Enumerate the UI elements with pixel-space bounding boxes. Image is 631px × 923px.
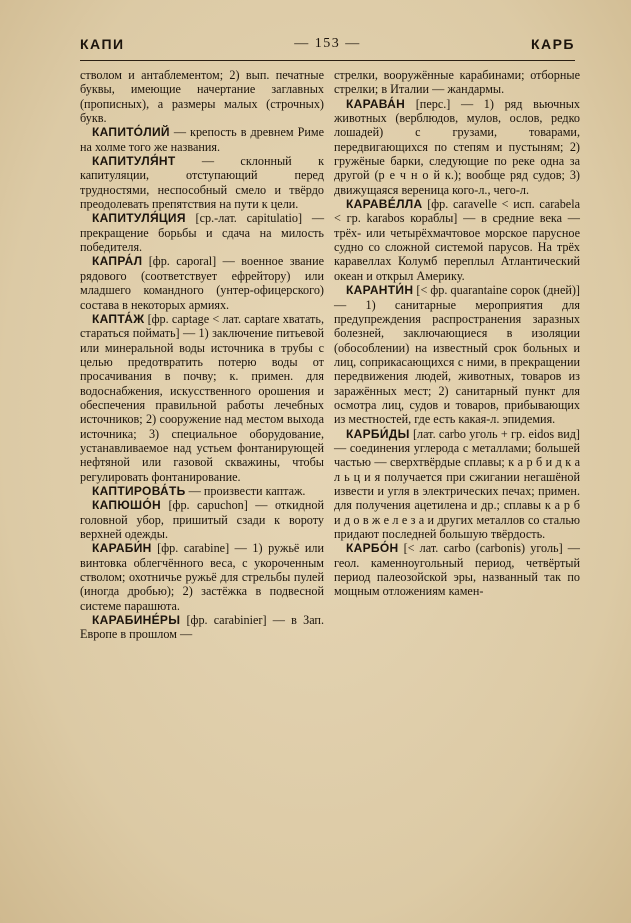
dictionary-entry — [334, 68, 580, 97]
dictionary-entry — [80, 154, 324, 211]
entry-definition: [< лат. carbo (carbonis) уголь] — геол. каменноугольный период, четвёртый период палеозойской эры, названный так по мощным отложениям камен- — [334, 541, 580, 599]
header-left-guide-word: КАПИ — [80, 36, 125, 52]
dictionary-entry — [80, 498, 324, 541]
left-column — [80, 68, 324, 642]
entry-headword: КАПТИРОВА́ТЬ — [92, 483, 186, 498]
dictionary-entry — [334, 541, 580, 598]
entry-headword: КАРАВЕ́ЛЛА — [346, 197, 423, 212]
entry-headword: КАРАБИ́Н — [92, 541, 152, 556]
dictionary-entry — [334, 97, 580, 197]
dictionary-entry — [80, 613, 324, 642]
entry-definition: [фр. carabinier] — в Зап. Европе в прошлом — — [80, 613, 325, 642]
dictionary-entry — [334, 427, 580, 542]
entry-headword: КАПТА́Ж — [92, 311, 145, 326]
entry-headword: КАРАВА́Н — [346, 96, 406, 111]
dictionary-entry — [80, 484, 324, 498]
entry-definition: стрелки, вооружённые карабинами; отборные стрелки; в Италии — жандармы. — [334, 68, 580, 97]
dictionary-entry — [80, 125, 324, 154]
entry-headword: КАПРА́Л — [92, 254, 143, 269]
entry-definition: [фр. caporal] — военное звание рядового (соответствует ефрейтору) или младшего командного (унтер-офицерского) состава в некоторых армиях. — [80, 254, 325, 312]
entry-headword: КАРАНТИ́Н — [346, 283, 414, 298]
entry-definition: [< фр. quarantaine сорок (дней)] — 1) санитарные мероприятия для предупреждения распространения заразных болезней, заключающиеся в изоляции (обособлении) на известный срок больных и лиц, соприкасающихся с ними, в прекращении передвижения людей, животных, товаров из заражённых мест; 2) санитарный пункт для осмотра лиц, судов и товаров, прибывающих из местностей, где есть какая-л. эпидемия. — [334, 283, 580, 427]
entry-definition: [ср.-лат. capitulatio] — прекращение борьбы и сдача на милость победителя. — [80, 211, 325, 255]
entry-definition: стволом и антаблементом; 2) вып. печатные буквы, имеющие начертание заглавных (прописных), а размеры малых (строчных) букв. — [80, 68, 324, 126]
page-number: — 153 — — [294, 36, 361, 51]
entry-headword: КАПИТО́ЛИЙ — [92, 125, 170, 140]
header-right-guide-word: КАРБ — [530, 36, 575, 52]
right-column — [334, 68, 580, 599]
entry-definition: [фр. captage < лат. captare хватать, стараться поймать] — 1) заключение питьевой или минеральной воды источника в трубы с целью предотвратить потерю воды от просачивания в почву; к. примен. для водоснабжения, искусственного орошения и обеспечения правильной работы лечебных источников; 2) сооружение над местом выхода источника; 3) специальное оборудование, устанавливаемое над устьем фонтанирующей нефтяной или газовой скважины, чтобы регулировать фонтанирование. — [80, 311, 324, 484]
entry-headword: КАПИТУЛЯ́ЦИЯ — [92, 211, 186, 226]
header-rule — [80, 60, 575, 61]
entry-headword: КАРБИ́ДЫ — [346, 426, 410, 441]
entry-definition: [фр. carabine] — 1) ружьё или винтовка облегчённого веса, с укороченным стволом; охотничье ружьё для стрельбы пулей (иногда дробью); 2) застёжка в подвесной системе парашюта. — [80, 541, 324, 613]
entry-definition: [перс.] — 1) ряд вьючных животных (верблюдов, мулов, ослов, редко лошадей) с грузами, товарами, передвигающихся по степям и пустыням; 2) гружёные барки, следующие по реке одна за другой (р е ч н о й к.); вообще ряд судов; 3) движущаяся вереница кого-л., чего-л. — [334, 96, 581, 197]
entry-definition: [фр. caravelle < исп. carabela < гр. karabos кораблы] — в средние века — трёх- или четырёхмачтовое морское парусное судно со сложной системой парусов. На трёх каравеллах Колумб переплыл Атлантический океан и открыл Америку. — [334, 197, 581, 283]
dictionary-entry — [80, 68, 324, 125]
entry-headword: КАРБО́Н — [346, 541, 399, 556]
entry-definition: — крепость в древнем Риме на холме того же названия. — [80, 125, 324, 154]
entry-headword: КАПЮШО́Н — [92, 498, 161, 513]
dictionary-entry — [80, 211, 324, 254]
entry-headword: КАПИТУЛЯ́НТ — [92, 154, 176, 169]
dictionary-entry — [334, 197, 580, 283]
dictionary-entry — [80, 254, 324, 311]
entry-definition: — склонный к капитуляции, отступающий перед трудностями, неспособный смело и твёрдо преодолевать препятствия на пути к цели. — [80, 154, 325, 212]
entry-definition: [фр. capuchon] — откидной головной убор, пришитый сзади к вороту верхней одежды. — [80, 498, 324, 541]
dictionary-entry — [334, 283, 580, 426]
dictionary-entry — [80, 312, 324, 484]
page-header — [80, 36, 575, 56]
dictionary-entry — [80, 541, 324, 613]
entry-headword: КАРАБИНЕ́РЫ — [92, 613, 181, 628]
entry-definition: — произвести каптаж. — [188, 483, 306, 498]
entry-definition: [лат. carbo уголь + гр. eidos вид] — соединения углерода с металлами; большей частью — сверхтвёрдые сплавы; к а р б и д к а л ь ц и я получается при сжигании негашёной извести и угля в электрических печах; примен. для получения ацетилена и др.; сплавы к а р б и д о в ж е л е з а и других металлов со сталью придают последней большую твёрдость. — [334, 426, 580, 541]
